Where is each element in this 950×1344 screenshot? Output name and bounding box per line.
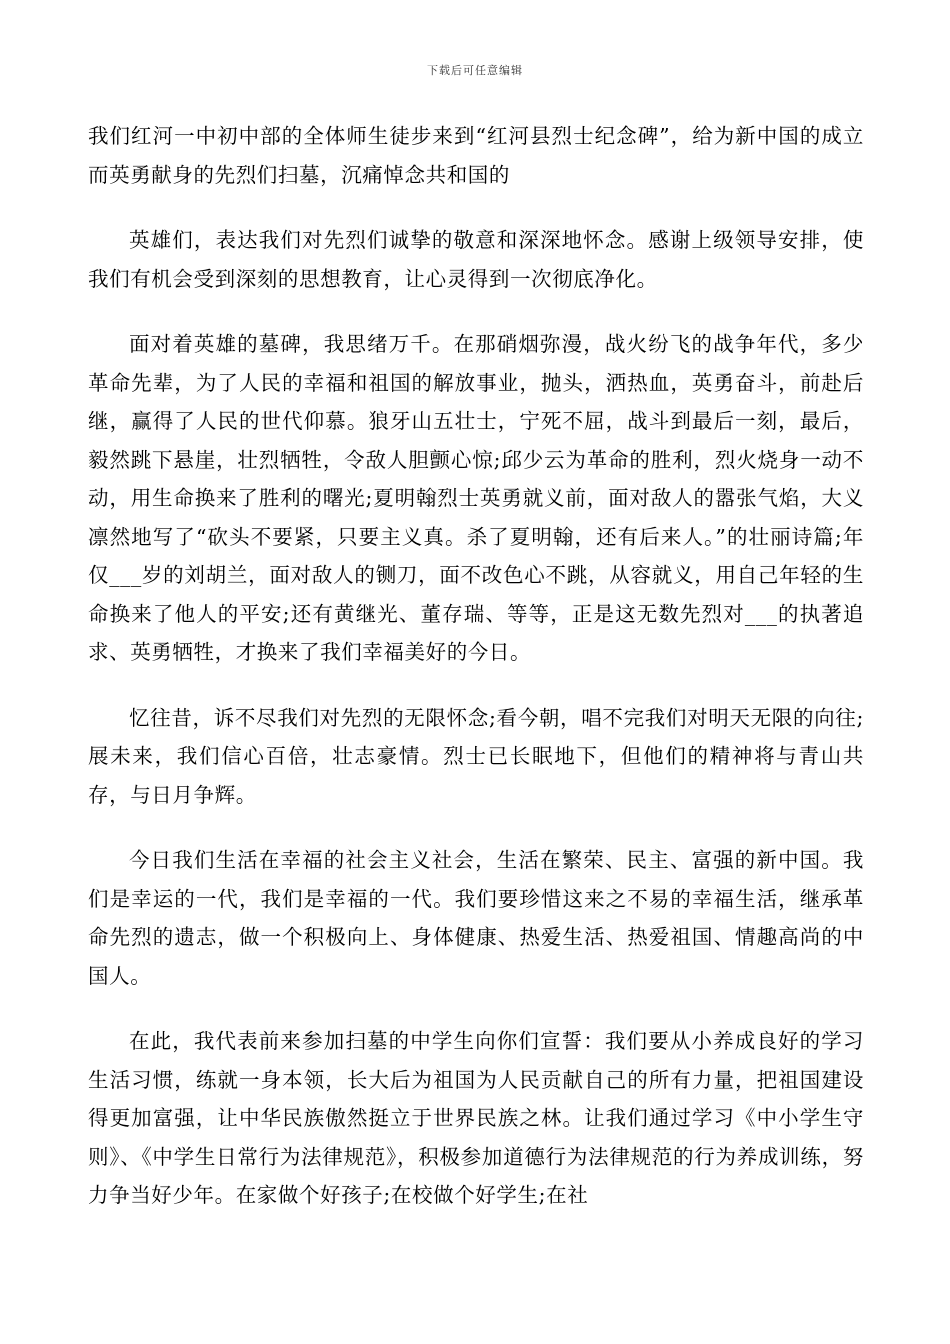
paragraph-heroes: 英雄们，表达我们对先烈们诚挚的敬意和深深地怀念。感谢上级领导安排，使我们有机会受到深刻的思想教育，让心灵得到一次彻底净化。 bbox=[88, 228, 864, 291]
paragraph-intro: 我们红河一中初中部的全体师生徒步来到“红河县烈士纪念碑”，给为新中国的成立而英勇献身的先烈们扫墓，沉痛悼念共和国的 bbox=[88, 124, 864, 187]
paragraph-oath: 在此，我代表前来参加扫墓的中学生向你们宣誓：我们要从小养成良好的学习生活习惯，练就一身本领，长大后为祖国为人民贡献自己的所有力量，把祖国建设得更加富强，让中华民族傲然挺立于世界民族之林。让我们通过学习《中小学生守则》、《中学生日常行为法律规范》，积极参加道德行为法律规范的行为养成训练，努力争当好少年。在家做个好孩子;在校做个好学生;在社 bbox=[88, 1029, 864, 1207]
paragraph-today: 今日我们生活在幸福的社会主义社会，生活在繁荣、民主、富强的新中国。我们是幸运的一代，我们是幸福的一代。我们要珍惜这来之不易的幸福生活，继承革命先烈的遗志，做一个积极向上、身体健康、热爱生活、热爱祖国、情趣高尚的中国人。 bbox=[88, 848, 864, 988]
paragraph-tombstone: 面对着英雄的墓碑，我思绪万千。在那硝烟弥漫，战火纷飞的战争年代，多少革命先辈，为了人民的幸福和祖国的解放事业，抛头，洒热血，英勇奋斗，前赴后继，赢得了人民的世代仰慕。狼牙山五壮士，宁死不屈，战斗到最后一刻，最后，毅然跳下悬崖，壮烈牺牲，令敌人胆颤心惊;邱少云为革命的胜利，烈火烧身一动不动，用生命换来了胜利的曙光;夏明翰烈士英勇就义前，面对敌人的嚣张气焰，大义凛然地写了“砍头不要紧，只要主义真。杀了夏明翰，还有后来人。”的壮丽诗篇;年仅___岁的刘胡兰，面对敌人的铡刀，面不改色心不跳，从容就义，用自己年轻的生命换来了他人的平安;还有黄继光、董存瑞、等等，正是这无数先烈对___的执著追求、英勇牺牲，才换来了我们幸福美好的今日。 bbox=[88, 332, 864, 664]
page-header-note: 下载后可任意编辑 bbox=[427, 64, 523, 77]
document-body bbox=[88, 117, 864, 1242]
paragraph-memory: 忆往昔，诉不尽我们对先烈的无限怀念;看今朝，唱不完我们对明天无限的向往;展未来，我们信心百倍，壮志豪情。烈士已长眠地下，但他们的精神将与青山共存，与日月争辉。 bbox=[88, 705, 864, 807]
